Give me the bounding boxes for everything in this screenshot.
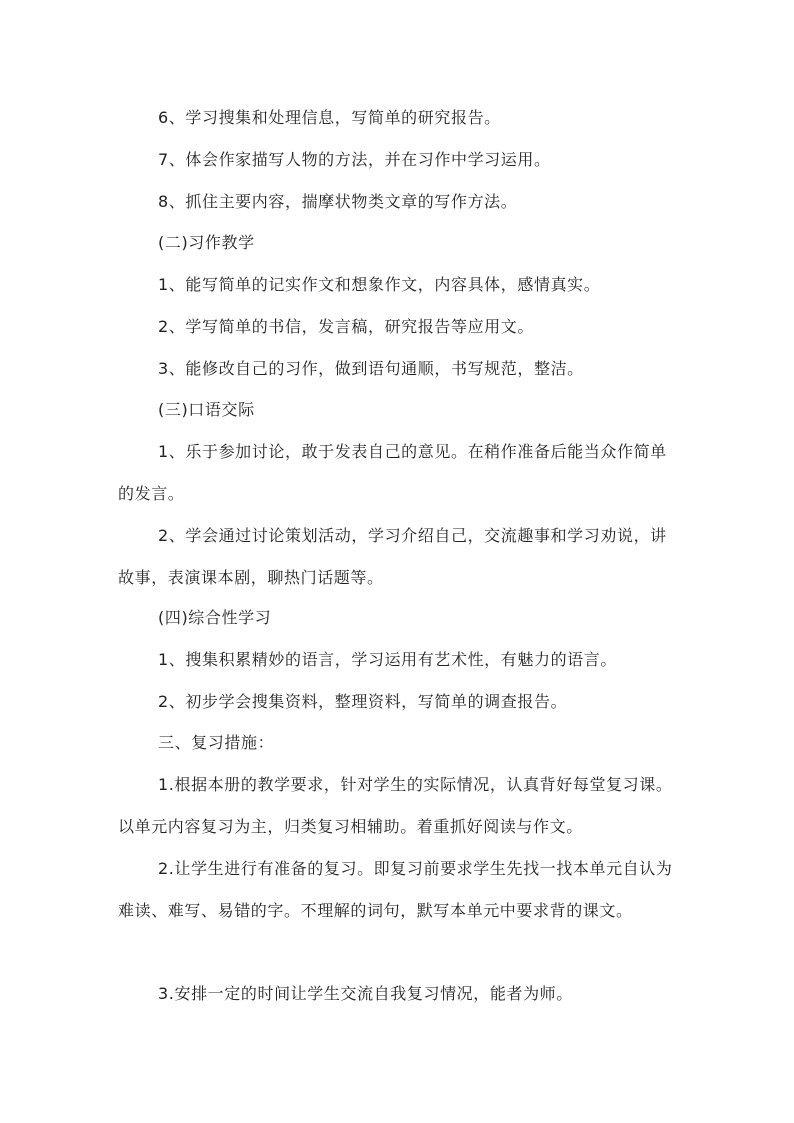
section-heading: (三)口语交际 — [158, 400, 255, 419]
paragraph: 1、乐于参加讨论，敢于发表自己的意见。在稍作准备后能当众作简单的发言。 — [118, 442, 667, 503]
paragraph: 1、搜集积累精妙的语言，学习运用有艺术性，有魅力的语言。 — [158, 650, 617, 669]
paragraph: 2、学写简单的书信，发言稿，研究报告等应用文。 — [158, 317, 534, 336]
section-heading: (四)综合性学习 — [158, 608, 272, 627]
paragraph: 2、学会通过讨论策划活动，学习介绍自己，交流趣事和学习劝说，讲故事，表演课本剧，聊热门话题等。 — [118, 526, 667, 587]
paragraph: 6、学习搜集和处理信息，写简单的研究报告。 — [158, 108, 501, 127]
paragraph: 2、初步学会搜集资料，整理资料，写简单的调查报告。 — [158, 692, 568, 711]
paragraph: 1.根据本册的教学要求，针对学生的实际情况，认真背好每堂复习课。以单元内容复习为主，归类复习相辅助。着重抓好阅读与作文。 — [118, 775, 673, 836]
paragraph: 3.安排一定的时间让学生交流自我复习情况，能者为师。 — [158, 984, 573, 1003]
section-heading: 三、复习措施： — [158, 733, 275, 752]
section-heading: (二)习作教学 — [158, 233, 255, 252]
paragraph: 3、能修改自己的习作，做到语句通顺，书写规范，整洁。 — [158, 359, 584, 378]
paragraph: 8、抓住主要内容，揣摩状物类文章的写作方法。 — [158, 192, 518, 211]
paragraph: 2.让学生进行有准备的复习。即复习前要求学生先找一找本单元自认为难读、难写、易错的字。不理解的词句，默写本单元中要求背的课文。 — [118, 859, 673, 920]
paragraph: 7、体会作家描写人物的方法，并在习作中学习运用。 — [158, 150, 551, 169]
paragraph: 1、能写简单的记实作文和想象作文，内容具体，感情真实。 — [158, 275, 601, 294]
